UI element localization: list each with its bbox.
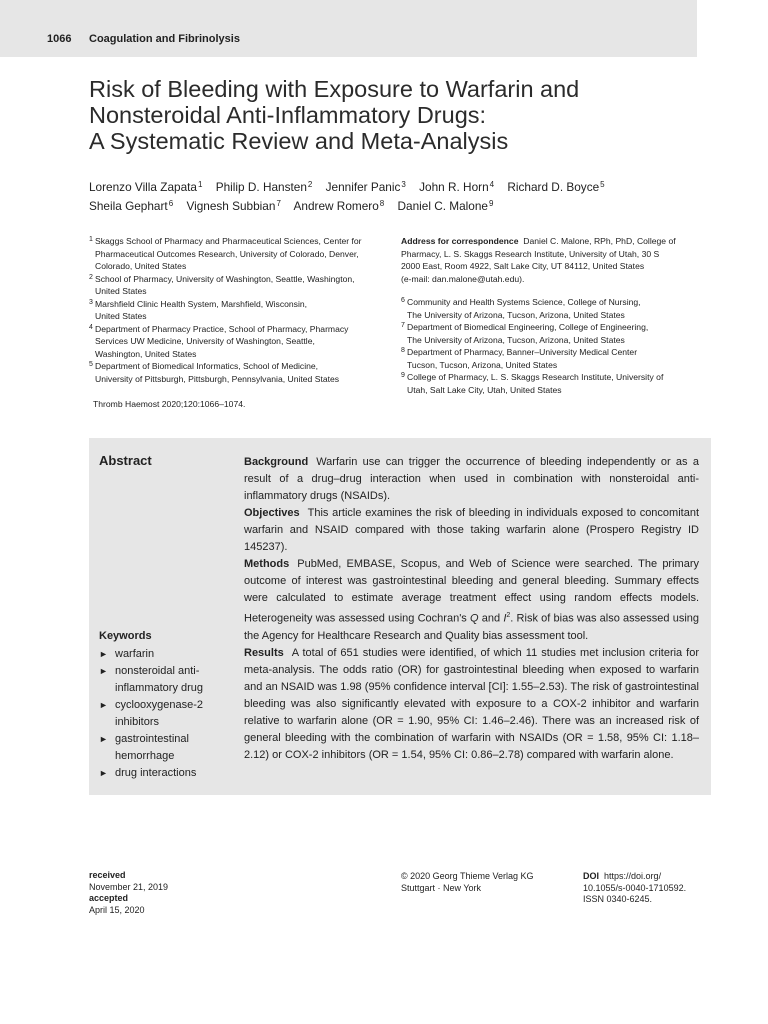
correspondence-address: Address for correspondence Daniel C. Malone, RPh, PhD, College of Pharmacy, L. S. Skaggs Research Institute, University of Utah, 30 S 2000 East, Room 4922, Salt Lake City, UT 84112, United States (e-mail: dan.malone@utah.edu).	[401, 236, 676, 284]
triangle-bullet-icon: ►	[99, 734, 108, 744]
title-line: Nonsteroidal Anti-Inflammatory Drugs:	[89, 102, 487, 128]
author: Richard D. Boyce$^5$	[507, 180, 605, 194]
running-header	[0, 0, 697, 57]
author: John R. Horn$^4$	[419, 180, 495, 194]
author: Jennifer Panic$^3$	[325, 180, 406, 194]
author: Daniel C. Malone$^9$	[397, 199, 494, 213]
affiliation: 9 College of Pharmacy, L. S. Skaggs Research Institute, University of Utah, Salt Lake City, Utah, United States	[401, 372, 664, 395]
affiliation: 1 Skaggs School of Pharmacy and Pharmaceutical Sciences, Center for Pharmaceutical Outcomes Research, University of Colorado, Denver, Colorado, United States	[89, 236, 362, 271]
affiliation: 8 Department of Pharmacy, Banner–University Medical Center Tucson, Tucson, Arizona, United States	[401, 347, 638, 370]
abstract-heading: Abstract	[99, 453, 152, 468]
affiliation: 4 Department of Pharmacy Practice, School of Pharmacy, Pharmacy Services UW Medicine, University of Washington, Seattle, Washington, United States	[89, 323, 349, 359]
title-line: Risk of Bleeding with Exposure to Warfarin and	[89, 76, 580, 102]
title-line: A Systematic Review and Meta-Analysis	[89, 128, 509, 154]
triangle-bullet-icon: ►	[99, 700, 108, 710]
abstract-objectives: Objectives This article examines the risk of bleeding in individuals exposed to concomitant warfarin and NSAID compared with those taking warfarin alone (Prospero Registry ID 145237).	[244, 507, 699, 553]
keywords-heading: Keywords	[99, 630, 152, 642]
keyword-item: ► warfarin	[99, 646, 239, 663]
keywords	[99, 628, 239, 782]
publisher-info: © 2020 Georg Thieme Verlag KG Stuttgart · New York	[401, 871, 534, 893]
author: Philip D. Hansten$^2$	[215, 180, 313, 194]
author-list	[89, 178, 709, 216]
triangle-bullet-icon: ►	[99, 768, 108, 778]
author: Lorenzo Villa Zapata$^1$	[89, 180, 203, 194]
affiliation: 6 Community and Health Systems Science, College of Nursing, The University of Arizona, Tucson, Arizona, United States	[401, 297, 641, 320]
affiliation: 5 Department of Biomedical Informatics, School of Medicine, University of Pittsburgh, Pittsburgh, Pennsylvania, United States	[89, 361, 340, 384]
affiliations-right	[401, 296, 701, 396]
abstract-background: Background Warfarin use can trigger the occurrence of bleeding independently or as a result of a drug–drug interaction when used in combination with nonsteroidal anti-inflammatory drugs (NSAIDs).	[244, 456, 699, 502]
keyword-item: ► cyclooxygenase-2 inhibitors	[99, 699, 204, 728]
abstract-results: Results A total of 651 studies were identified, of which 11 studies met inclusion criteria for meta-analysis. The odds ratio (OR) for gastrointestinal bleeding when exposed to warfarin and an NSAID was 1.98 (95% confidence interval [CI]: 1.55–2.53). The risk of gastrointestinal bleeding was also significantly elevated with exposure to a COX-2 inhibitor and warfarin relative to warfarin alone (OR = 1.90, 95% CI: 1.46–2.46). There was an increased risk of general bleeding with the combination of warfarin with NSAIDs (OR = 1.58, 95% CI: 1.18–2.12) or COX-2 inhibitors (OR = 1.54, 95% CI: 0.86–2.78) compared with warfarin alone.	[244, 646, 699, 761]
triangle-bullet-icon: ►	[99, 666, 108, 676]
abstract-text	[244, 454, 699, 764]
keyword-item: ► nonsteroidal anti-inflammatory drug	[99, 665, 204, 694]
doi-info: DOI https://doi.org/ 10.1055/s-0040-1710592. ISSN 0340-6245.	[583, 871, 687, 904]
author: Sheila Gephart$^6$	[89, 199, 174, 213]
triangle-bullet-icon: ►	[99, 649, 108, 659]
abstract-box	[89, 438, 711, 795]
article-title	[89, 76, 689, 154]
page-number: 1066	[47, 33, 72, 45]
affiliation: 7 Department of Biomedical Engineering, College of Engineering, The University of Arizona, Tucson, Arizona, United States	[401, 322, 649, 345]
journal-section: Coagulation and Fibrinolysis	[89, 33, 240, 45]
keyword-item: ► gastrointestinal hemorrhage	[99, 733, 189, 762]
citation: Thromb Haemost 2020;120:1066–1074.	[93, 399, 246, 409]
author: Vignesh Subbian$^7$	[186, 199, 281, 213]
affiliations-left	[89, 235, 389, 385]
affiliation: 3 Marshfield Clinic Health System, Marshfield, Wisconsin, United States	[89, 298, 308, 321]
author: Andrew Romero$^8$	[293, 199, 385, 213]
article-dates: received November 21, 2019 accepted April 15, 2020	[89, 870, 169, 915]
affiliation: 2 School of Pharmacy, University of Washington, Seattle, Washington, United States	[89, 273, 355, 296]
abstract-methods: Methods PubMed, EMBASE, Scopus, and Web of Science were searched. The primary outcome of interest was gastrointestinal bleeding and general bleeding. Summary effects were calculated to estimate average treatment effect using random effects models. Heterogeneity was assessed using Cochran's Q and $I^2$. Risk of bias was also assessed using the Agency for Healthcare Research and Quality bias assessment tool.	[244, 558, 700, 642]
keyword-item: ► drug interactions	[99, 765, 239, 782]
